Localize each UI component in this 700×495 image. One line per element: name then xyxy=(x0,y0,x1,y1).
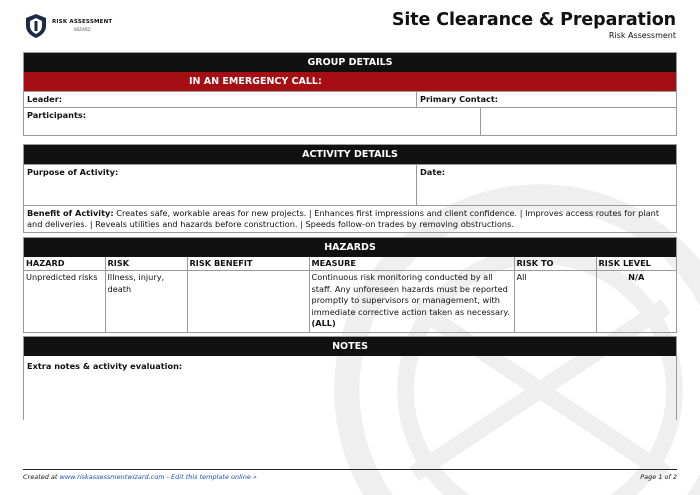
purpose-of-activity-field[interactable]: Purpose of Activity: xyxy=(27,167,119,177)
leader-field[interactable]: Leader: xyxy=(27,94,63,104)
risk-to-cell: All xyxy=(514,271,596,332)
table-row xyxy=(24,271,676,332)
logo-title: RISK ASSESSMENT xyxy=(52,19,113,26)
notes-section xyxy=(23,336,677,420)
shield-icon xyxy=(26,14,46,38)
notes-heading: NOTES xyxy=(24,337,676,356)
brand-logo[interactable] xyxy=(26,14,112,38)
hazards-section xyxy=(23,237,677,333)
primary-contact-field[interactable]: Primary Contact: xyxy=(416,92,676,107)
risk-level-cell: N/A xyxy=(596,271,676,332)
measure-text: Continuous risk monitoring conducted by all staff. Any unforeseen hazards must be reported promptly to supervisors or management, with immediate corrective action taken as necessary. xyxy=(311,272,510,317)
logo-subtitle: WIZARD xyxy=(73,26,91,32)
footer-created-prefix: Created at xyxy=(23,473,58,481)
measure-tag: (ALL) xyxy=(311,318,336,329)
extra-notes-field[interactable]: Extra notes & activity evaluation: xyxy=(27,361,183,371)
page-footer xyxy=(23,469,677,481)
risk-cell: Illness, injury, death xyxy=(105,271,187,332)
group-details-heading: GROUP DETAILS xyxy=(24,53,676,72)
column-header-risk-to: RISK TO xyxy=(514,257,596,271)
column-header-risk-level: RISK LEVEL xyxy=(596,257,676,271)
column-header-risk: RISK xyxy=(105,257,187,271)
measure-cell xyxy=(309,271,514,332)
column-header-measure: MEASURE xyxy=(309,257,514,271)
benefit-of-activity xyxy=(24,206,676,232)
page-number: Page 1 of 2 xyxy=(640,473,677,481)
emergency-call-banner: IN AN EMERGENCY CALL: xyxy=(24,72,676,91)
date-field[interactable]: Date: xyxy=(416,165,676,205)
benefit-label: Benefit of Activity: xyxy=(27,208,114,218)
activity-details-section xyxy=(23,144,677,233)
hazards-header-row xyxy=(24,257,676,271)
benefit-text: Creates safe, workable areas for new projects. | Enhances first impressions and client confidence. | Improves access routes for plant and deliveries. | Reveals utilities and hazards before construction. | Speeds follow-on trades by removing obstructions. xyxy=(27,208,660,230)
page-subtitle: Risk Assessment xyxy=(608,31,676,40)
participants-extra-cell[interactable] xyxy=(480,108,676,135)
footer-credit xyxy=(23,473,257,481)
column-header-hazard: HAZARD xyxy=(24,257,105,271)
participants-field[interactable]: Participants: xyxy=(27,110,86,120)
activity-details-heading: ACTIVITY DETAILS xyxy=(24,145,676,164)
risk-benefit-cell xyxy=(187,271,309,332)
footer-link[interactable]: www.riskassessmentwizard.com - Edit this template online » xyxy=(59,473,257,481)
document-heading xyxy=(392,10,676,40)
group-details-section xyxy=(23,52,677,136)
page-title: Site Clearance & Preparation xyxy=(391,10,676,30)
column-header-risk-benefit: RISK BENEFIT xyxy=(187,257,309,271)
hazards-heading: HAZARDS xyxy=(24,238,676,257)
hazard-cell: Unpredicted risks xyxy=(24,271,105,332)
hazards-table xyxy=(24,257,676,332)
